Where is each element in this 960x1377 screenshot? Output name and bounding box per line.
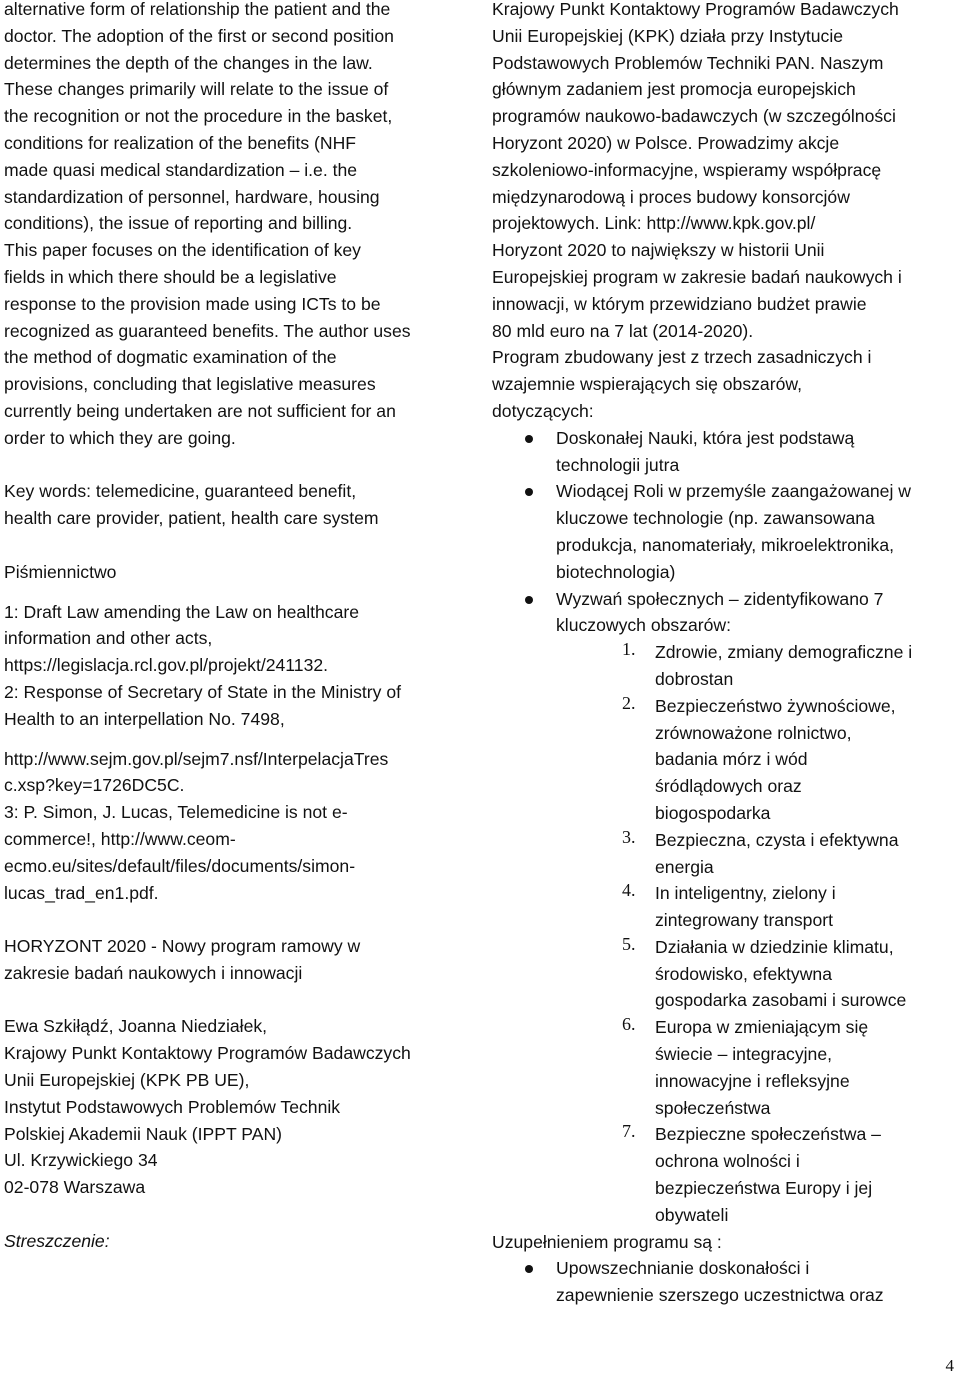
numbered-item bbox=[492, 827, 954, 881]
reference-line: 2: Response of Secretary of State in the Ministry of bbox=[4, 681, 402, 702]
list-item-line: Wiodącej Roli w przemyśle zaangażowanej w bbox=[556, 481, 911, 502]
bullet-dot-icon bbox=[525, 596, 533, 604]
author-line: Instytut Podstawowych Problemów Technik bbox=[4, 1096, 341, 1117]
numbered-item-line: In inteligentny, zielony i bbox=[655, 883, 836, 904]
reference-line: https://legislacja.rcl.gov.pl/projekt/241132. bbox=[4, 655, 329, 676]
numbered-item-line: śródlądowych oraz bbox=[655, 776, 802, 797]
title-line: HORYZONT 2020 - Nowy program ramowy w bbox=[4, 936, 361, 957]
reference-line: http://www.sejm.gov.pl/sejm7.nsf/InterpelacjaTres bbox=[4, 748, 389, 769]
text-line: made quasi medical standardization – i.e. the bbox=[4, 159, 358, 180]
page-number: 4 bbox=[945, 1356, 954, 1375]
text-line: Key words: telemedicine, guaranteed benefit, bbox=[4, 481, 357, 502]
numbered-item-line: Zdrowie, zmiany demograficzne i bbox=[655, 642, 913, 663]
text-line: alternative form of relationship the patient and the bbox=[4, 0, 391, 19]
supplement-line: Uzupełnieniem programu są : bbox=[492, 1231, 722, 1252]
numbered-item-line: biogospodarka bbox=[655, 802, 771, 823]
list-item-line: kluczowe technologie (np. zawansowana bbox=[556, 508, 875, 529]
item-number: 5. bbox=[622, 933, 636, 954]
numbered-item bbox=[492, 1121, 954, 1228]
reference-line: c.xsp?key=1726DC5C. bbox=[4, 775, 185, 796]
bullet-list-2 bbox=[492, 1255, 954, 1309]
numbered-item-line: badania mórz i wód bbox=[655, 749, 808, 770]
text-line: order to which they are going. bbox=[4, 427, 236, 448]
text-line: innowacji, w którym przewidziano budżet prawie bbox=[492, 293, 867, 314]
numbered-item-line: ochrona wolności i bbox=[655, 1151, 800, 1172]
keywords bbox=[4, 478, 466, 532]
numbered-item-line: środowisko, efektywna bbox=[655, 963, 832, 984]
numbered-item-line: zrównoważone rolnictwo, bbox=[655, 722, 852, 743]
numbered-item bbox=[492, 1014, 954, 1121]
numbered-item-line: zintegrowany transport bbox=[655, 910, 833, 931]
text-line: Unii Europejskiej (KPK) działa przy Instytucie bbox=[492, 25, 844, 46]
spacer bbox=[4, 906, 466, 933]
text-line: Podstawowych Problemów Techniki PAN. Naszym bbox=[492, 52, 884, 73]
text-line: 80 mld euro na 7 lat (2014-2020). bbox=[492, 320, 754, 341]
text-line: projektowych. Link: http://www.kpk.gov.pl/ bbox=[492, 213, 816, 234]
bullet-list bbox=[492, 425, 954, 639]
author-line: 02-078 Warszawa bbox=[4, 1177, 146, 1198]
author-line: Polskiej Akademii Nauk (IPPT PAN) bbox=[4, 1123, 283, 1144]
reference-line: lucas_trad_en1.pdf. bbox=[4, 882, 159, 903]
numbered-item bbox=[492, 934, 954, 1014]
list-item-line: biotechnologia) bbox=[556, 561, 676, 582]
list-item bbox=[492, 1255, 954, 1309]
authors-affiliation bbox=[4, 1013, 466, 1201]
list-item-line: Doskonałej Nauki, która jest podstawą bbox=[556, 427, 855, 448]
text-line: dotyczących: bbox=[492, 400, 594, 421]
numbered-item-line: innowacyjne i refleksyjne bbox=[655, 1070, 850, 1091]
summary-label: Streszczenie: bbox=[4, 1230, 110, 1251]
list-item-line: technologii jutra bbox=[556, 454, 680, 475]
text-line: determines the depth of the changes in the law. bbox=[4, 52, 373, 73]
text-line: This paper focuses on the identification of key bbox=[4, 240, 361, 261]
numbered-item-line: świecie – integracyjne, bbox=[655, 1044, 833, 1065]
numbered-item-line: Europa w zmieniającym się bbox=[655, 1017, 869, 1038]
author-line: Ul. Krzywickiego 34 bbox=[4, 1150, 158, 1171]
numbered-list bbox=[492, 639, 954, 1229]
text-line: recognized as guaranteed benefits. The author uses bbox=[4, 320, 411, 341]
reference-line: ecmo.eu/sites/default/files/documents/simon- bbox=[4, 855, 356, 876]
references-heading: Piśmiennictwo bbox=[4, 561, 117, 582]
reference-line: Health to an interpellation No. 7498, bbox=[4, 708, 285, 729]
list-item bbox=[492, 478, 954, 585]
text-line: Europejskiej program w zakresie badań naukowych i bbox=[492, 266, 902, 287]
title-line: zakresie badań naukowych i innowacji bbox=[4, 962, 303, 983]
item-number: 7. bbox=[622, 1121, 636, 1142]
reference-line: commerce!, http://www.ceom- bbox=[4, 828, 236, 849]
author-line: Krajowy Punkt Kontaktowy Programów Badawczych bbox=[4, 1043, 411, 1064]
text-line: wzajemnie wspierających się obszarów, bbox=[492, 374, 802, 395]
bullet-dot-icon bbox=[525, 435, 533, 443]
spacer bbox=[4, 532, 466, 559]
numbered-item-line: Bezpieczna, czysta i efektywna bbox=[655, 829, 899, 850]
right-column bbox=[492, 0, 954, 1309]
spacer bbox=[4, 452, 466, 479]
item-number: 4. bbox=[622, 880, 636, 901]
numbered-item-line: dobrostan bbox=[655, 668, 734, 689]
list-item bbox=[492, 425, 954, 479]
text-line: doctor. The adoption of the first or second position bbox=[4, 25, 394, 46]
text-line: standardization of personnel, hardware, housing bbox=[4, 186, 380, 207]
item-number: 6. bbox=[622, 1014, 636, 1035]
text-line: Program zbudowany jest z trzech zasadniczych i bbox=[492, 347, 872, 368]
intro-paragraph bbox=[492, 0, 954, 425]
numbered-item-line: obywateli bbox=[655, 1204, 729, 1225]
reference-line: 3: P. Simon, J. Lucas, Telemedicine is not e- bbox=[4, 802, 348, 823]
text-line: These changes primarily will relate to the issue of bbox=[4, 79, 389, 100]
text-line: Krajowy Punkt Kontaktowy Programów Badawczych bbox=[492, 0, 899, 19]
article-title bbox=[4, 933, 466, 987]
numbered-item-line: gospodarka zasobami i surowce bbox=[655, 990, 907, 1011]
text-line: głównym zadaniem jest promocja europejskich bbox=[492, 79, 856, 100]
list-item-line: zapewnienie szerszego uczestnictwa oraz bbox=[556, 1285, 884, 1306]
list-item-line: Wyzwań społecznych – zidentyfikowano 7 bbox=[556, 588, 884, 609]
bullet-dot-icon bbox=[525, 488, 533, 496]
text-line: the method of dogmatic examination of the bbox=[4, 347, 337, 368]
spacer bbox=[4, 1201, 466, 1228]
list-item bbox=[492, 586, 954, 640]
left-column bbox=[4, 0, 466, 1255]
item-number: 3. bbox=[622, 826, 636, 847]
author-line: Unii Europejskiej (KPK PB UE), bbox=[4, 1070, 250, 1091]
text-line: conditions), the issue of reporting and billing. bbox=[4, 213, 353, 234]
references-list bbox=[4, 599, 466, 907]
reference-line: 1: Draft Law amending the Law on healthcare bbox=[4, 601, 360, 622]
spacer bbox=[4, 586, 466, 599]
text-line: conditions for realization of the benefits (NHF bbox=[4, 132, 357, 153]
abstract-english bbox=[4, 0, 466, 452]
numbered-item-line: Bezpieczne społeczeństwa – bbox=[655, 1124, 881, 1145]
numbered-item-line: bezpieczeństwa Europy i jej bbox=[655, 1178, 873, 1199]
item-number: 1. bbox=[622, 639, 636, 660]
text-line: programów naukowo-badawczych (w szczególności bbox=[492, 106, 896, 127]
text-line: międzynarodową i proces budowy konsorcjów bbox=[492, 186, 850, 207]
spacer bbox=[4, 987, 466, 1014]
numbered-item-line: Bezpieczeństwo żywnościowe, bbox=[655, 695, 896, 716]
list-item-line: Upowszechnianie doskonałości i bbox=[556, 1258, 810, 1279]
text-line: Horyzont 2020) w Polsce. Prowadzimy akcje bbox=[492, 132, 840, 153]
bullet-dot-icon bbox=[525, 1265, 533, 1273]
text-line: response to the provision made using ICTs to be bbox=[4, 293, 381, 314]
numbered-item-line: energia bbox=[655, 856, 714, 877]
text-line: health care provider, patient, health care system bbox=[4, 508, 379, 529]
numbered-item-line: społeczeństwa bbox=[655, 1097, 771, 1118]
item-number: 2. bbox=[622, 692, 636, 713]
text-line: provisions, concluding that legislative measures bbox=[4, 374, 376, 395]
author-line: Ewa Szkiłądź, Joanna Niedziałek, bbox=[4, 1016, 268, 1037]
list-item-line: produkcja, nanomateriały, mikroelektronika, bbox=[556, 534, 895, 555]
text-line: currently being undertaken are not sufficient for an bbox=[4, 400, 396, 421]
numbered-item bbox=[492, 639, 954, 693]
text-line: szkoleniowo-informacyjne, wspieramy współpracę bbox=[492, 159, 882, 180]
numbered-item bbox=[492, 880, 954, 934]
numbered-item bbox=[492, 693, 954, 827]
list-item-line: kluczowych obszarów: bbox=[556, 615, 732, 636]
text-line: the recognition or not the procedure in the basket, bbox=[4, 106, 393, 127]
numbered-item-line: Działania w dziedzinie klimatu, bbox=[655, 936, 894, 957]
reference-line: information and other acts, bbox=[4, 628, 213, 649]
text-line: Horyzont 2020 to największy w historii Unii bbox=[492, 240, 825, 261]
spacer bbox=[4, 733, 466, 746]
text-line: fields in which there should be a legislative bbox=[4, 266, 337, 287]
